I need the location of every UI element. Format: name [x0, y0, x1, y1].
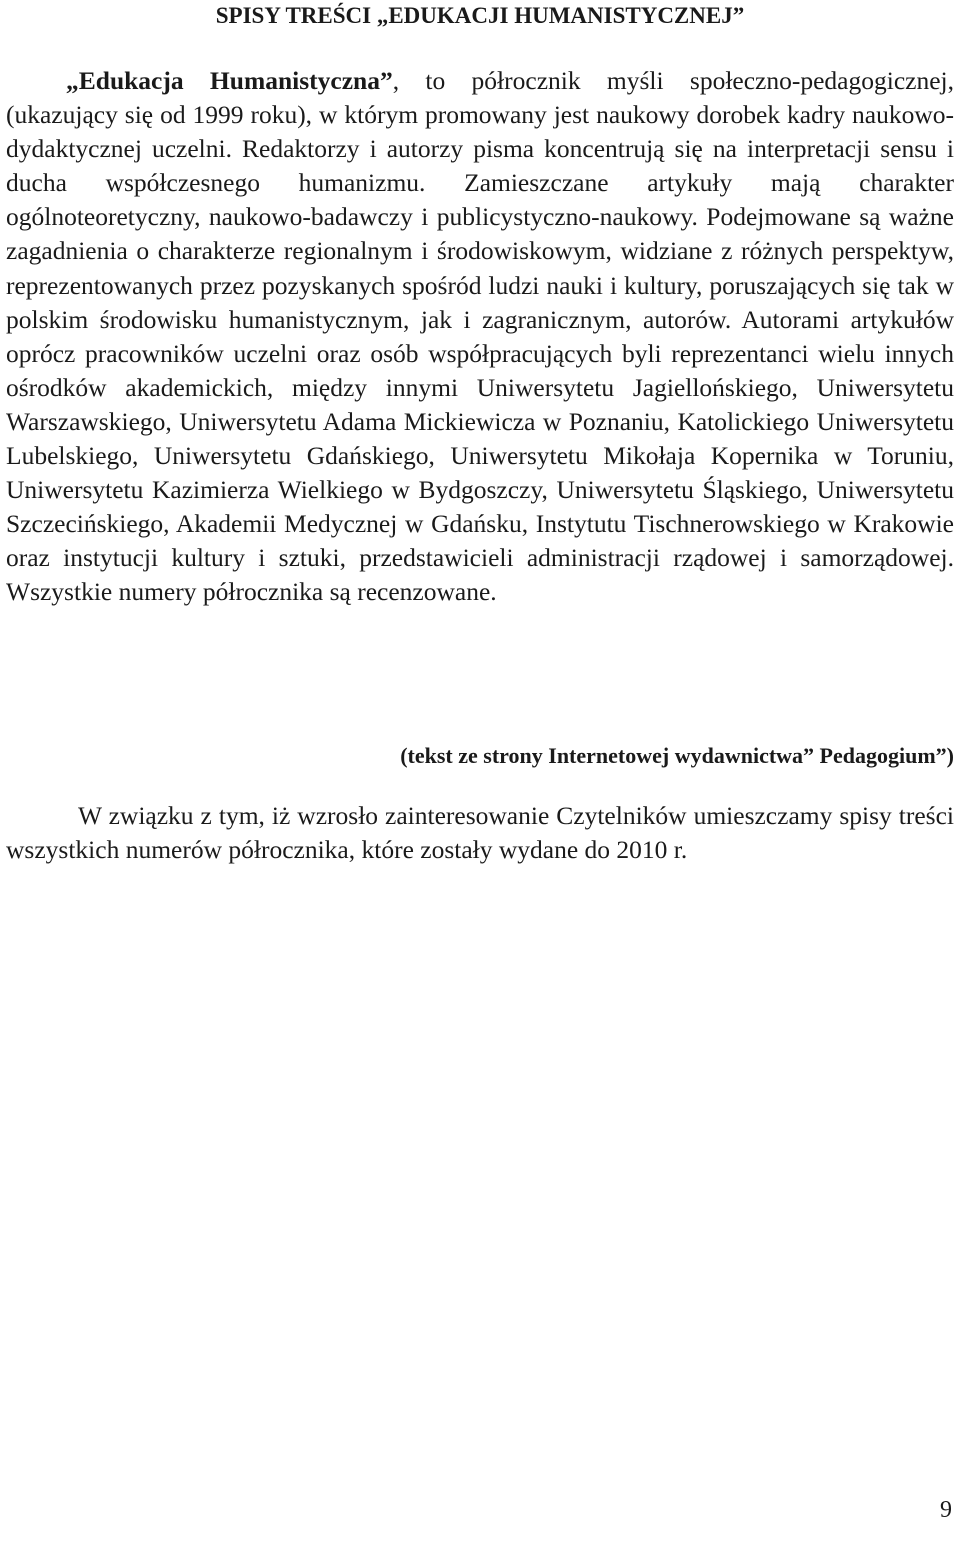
- intro-text: , to półrocznik myśli społeczno-pedagogicznej, (ukazujący się od 1999 roku), w którym promowany jest naukowy dorobek kadry naukowo-dydaktycznej uczelni. Redaktorzy i autorzy pisma koncentrują się na interpretacji sensu i ducha współczesnego humanizmu. Zamieszczane artykuły mają charakter ogólnoteoretyczny, naukowo-badawczy i publicystyczno-naukowy. Podejmowane są ważne zagadnienia o charakterze regionalnym i środowiskowym, widziane z różnych perspektyw, reprezentowanych przez pozyskanych spośród ludzi nauki i kultury, poruszających się tak w polskim środowisku humanistycznym, jak i zagranicznym, autorów. Autorami artykułów oprócz pracowników uczelni oraz osób współpracujących byli reprezentanci wielu innych ośrodków akademickich, między innymi Uniwersytetu Jagiellońskiego, Uniwersytetu Warszawskiego, Uniwersytetu Adama Mickiewicza w Poznaniu, Katolickiego Uniwersytetu Lubelskiego, Uniwersytetu Gdańskiego, Uniwersytetu Mikołaja Kopernika w Toruniu, Uniwersytetu Kazimierza Wielkiego w Bydgoszczy, Uniwersytetu Śląskiego, Uniwersytetu Szczecińskiego, Akademii Medycznej w Gdańsku, Instytutu Tischnerowskiego w Krakowie oraz instytucji kultury i sztuki, przedstawicieli administracji rządowej i samorządowej. Wszystkie numery półrocznika są recenzowane.: [6, 66, 955, 607]
- page-number: 9: [940, 1497, 952, 1523]
- intro-paragraph: [6, 64, 954, 610]
- journal-name: „Edukacja Humanistyczna”: [66, 66, 393, 95]
- closing-paragraph: [6, 799, 954, 867]
- source-note: (tekst ze strony Internetowej wydawnictwa” Pedagogium”): [400, 743, 954, 768]
- page-title: SPISY TREŚCI „EDUKACJI HUMANISTYCZNEJ”: [215, 3, 745, 28]
- closing-text: W związku z tym, iż wzrosło zainteresowanie Czytelników umieszczamy spisy treści wszystkich numerów półrocznika, które zostały wydane do 2010 r.: [6, 801, 954, 865]
